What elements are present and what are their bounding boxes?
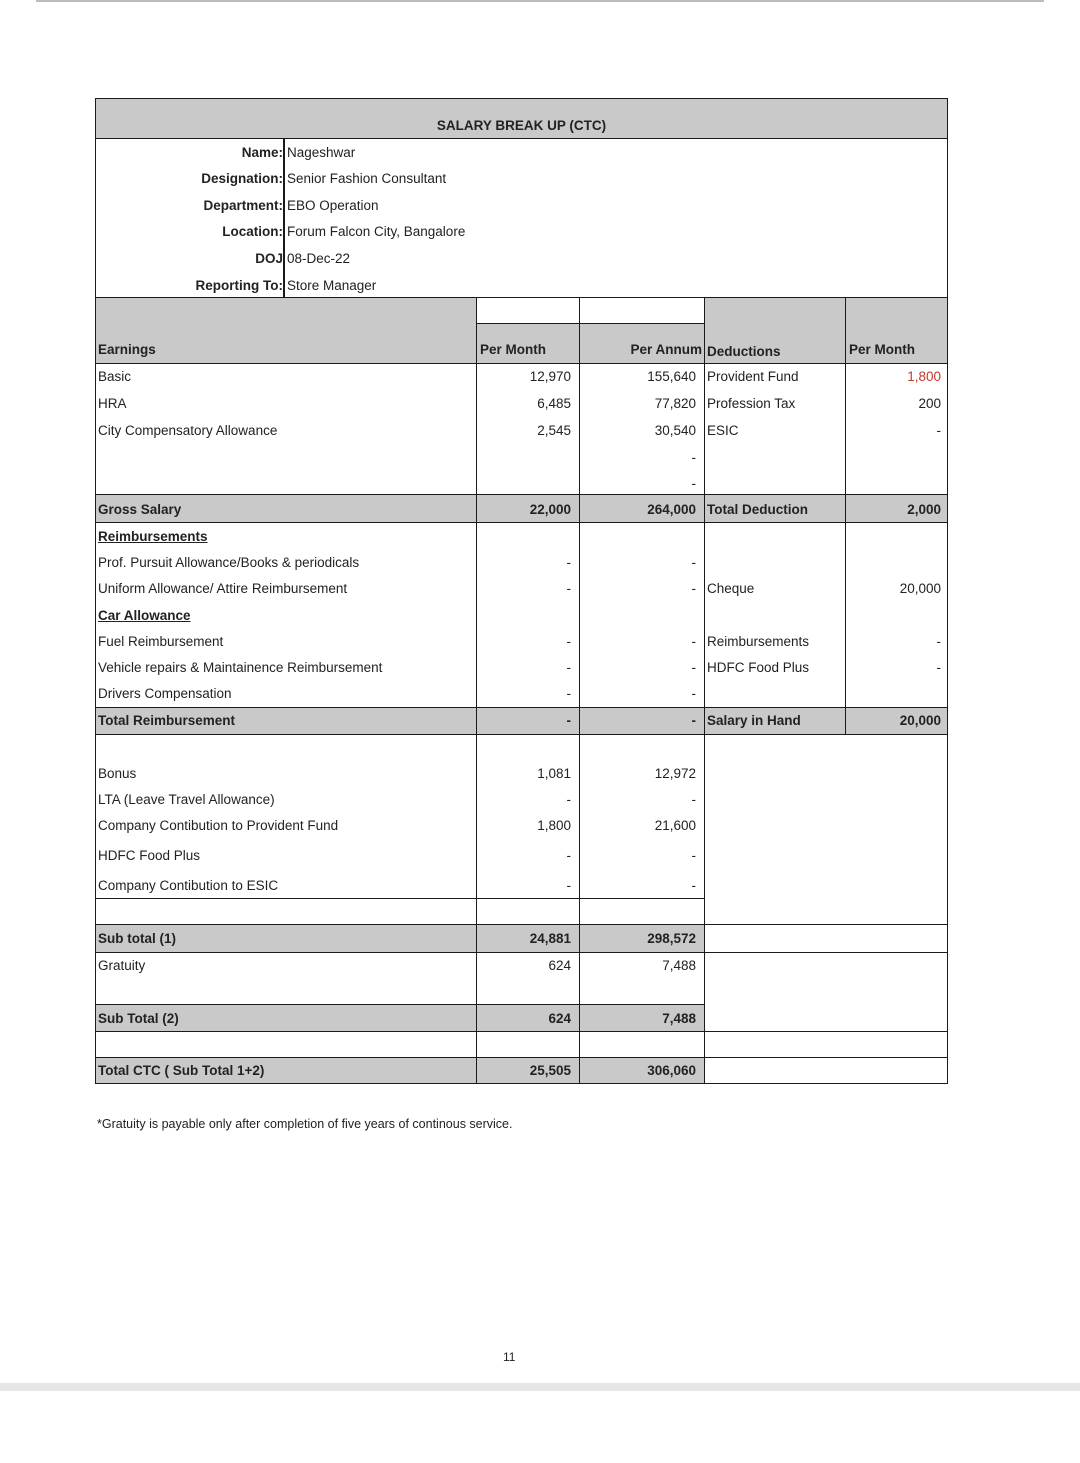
subtotal2-row xyxy=(0,1011,1080,1027)
row-pa: - xyxy=(691,634,696,649)
payment-label: Reimbursements xyxy=(707,634,810,649)
row-label: Basic xyxy=(98,369,132,384)
blank-cell xyxy=(704,1031,948,1058)
info-label: Reporting To: xyxy=(195,278,283,293)
row-pa: - xyxy=(691,686,696,701)
row-label: Uniform Allowance/ Attire Reimbursement xyxy=(98,581,348,596)
total-reimbursement-row xyxy=(0,713,1080,729)
sheet-title: SALARY BREAK UP (CTC) xyxy=(436,118,607,133)
table-row xyxy=(0,766,1080,782)
row-pm: 624 xyxy=(548,1011,571,1026)
info-row-location xyxy=(0,224,1080,240)
info-label: Location: xyxy=(222,224,283,239)
info-value: Senior Fashion Consultant xyxy=(287,171,447,186)
deduction-label: Provident Fund xyxy=(707,369,799,384)
header-per-annum: Per Annum xyxy=(630,342,702,357)
row-pm: 22,000 xyxy=(529,502,571,517)
row-pm: 24,881 xyxy=(529,931,571,946)
header-per-month: Per Month xyxy=(480,342,546,357)
blank-cell xyxy=(476,297,580,324)
row-label: Fuel Reimbursement xyxy=(98,634,224,649)
info-row-doj xyxy=(0,251,1080,267)
row-pa: - xyxy=(691,792,696,807)
row-pm: - xyxy=(566,581,571,596)
info-label: Designation: xyxy=(201,171,283,186)
blank-cell xyxy=(95,1031,477,1058)
employee-info-block xyxy=(95,138,948,298)
row-pa: 155,640 xyxy=(647,369,696,384)
row-pm: - xyxy=(566,878,571,893)
row-pm: 6,485 xyxy=(537,396,571,411)
payment-value: 20,000 xyxy=(899,581,941,596)
row-pa: - xyxy=(691,660,696,675)
row-pa: 306,060 xyxy=(647,1063,696,1078)
salary-in-hand-value: 20,000 xyxy=(899,713,941,728)
bottom-bar xyxy=(0,1383,1080,1391)
blank-cell xyxy=(476,1031,580,1058)
row-pa: 12,972 xyxy=(654,766,696,781)
info-divider xyxy=(283,138,285,298)
row-pm: 2,545 xyxy=(537,423,571,438)
row-label: Drivers Compensation xyxy=(98,686,232,701)
row-pm: 12,970 xyxy=(529,369,571,384)
row-pa: - xyxy=(691,581,696,596)
table-row xyxy=(0,581,1080,597)
table-row xyxy=(0,555,1080,571)
row-pm: 25,505 xyxy=(529,1063,571,1078)
row-pm: - xyxy=(566,713,571,728)
info-row-department xyxy=(0,198,1080,214)
row-pm: - xyxy=(566,555,571,570)
info-value: Forum Falcon City, Bangalore xyxy=(287,224,466,239)
deduction-value: 1,800 xyxy=(907,369,941,384)
row-label: HRA xyxy=(98,396,127,411)
row-pa: - xyxy=(691,450,696,465)
other-body xyxy=(95,734,477,899)
table-row xyxy=(0,660,1080,676)
subtotal1-row xyxy=(0,931,1080,947)
row-label: LTA (Leave Travel Allowance) xyxy=(98,792,275,807)
deduction-label: ESIC xyxy=(707,423,739,438)
top-divider xyxy=(36,0,1044,2)
row-pa: - xyxy=(691,476,696,491)
row-label: Sub total (1) xyxy=(98,931,176,946)
blank-cell xyxy=(579,297,705,324)
header-deductions: Deductions xyxy=(707,344,781,359)
gratuity-note: *Gratuity is payable only after completion of five years of continous service. xyxy=(97,1117,513,1131)
table-row xyxy=(0,476,1080,492)
table-row xyxy=(0,423,1080,439)
gross-row xyxy=(0,502,1080,518)
blank-cell xyxy=(579,1031,705,1058)
row-label: Sub Total (2) xyxy=(98,1011,179,1026)
row-pa: 30,540 xyxy=(654,423,696,438)
row-pm: - xyxy=(566,792,571,807)
header-ded-per-month: Per Month xyxy=(849,342,915,357)
deduction-label: Profession Tax xyxy=(707,396,796,411)
row-label: Total Reimbursement xyxy=(98,713,236,728)
row-label: Prof. Pursuit Allowance/Books & periodicals xyxy=(98,555,360,570)
info-value: Store Manager xyxy=(287,278,377,293)
table-row xyxy=(0,396,1080,412)
blank-cell xyxy=(579,898,705,925)
payment-label: Cheque xyxy=(707,581,755,596)
deduction-value: 2,000 xyxy=(907,502,941,517)
row-label: Gratuity xyxy=(98,958,146,973)
other-pa-body xyxy=(579,734,705,899)
payment-value: - xyxy=(936,634,941,649)
row-label: Company Contibution to ESIC xyxy=(98,878,279,893)
total-ctc-row xyxy=(0,1063,1080,1079)
row-pa: - xyxy=(691,555,696,570)
table-row xyxy=(0,848,1080,864)
table-row xyxy=(0,634,1080,650)
row-pa: 264,000 xyxy=(647,502,696,517)
info-value: EBO Operation xyxy=(287,198,379,213)
row-pm: - xyxy=(566,686,571,701)
info-value: 08-Dec-22 xyxy=(287,251,351,266)
table-row xyxy=(0,878,1080,894)
row-pm: 1,081 xyxy=(537,766,571,781)
table-row xyxy=(0,686,1080,702)
row-pm: 624 xyxy=(548,958,571,973)
row-pa: 21,600 xyxy=(654,818,696,833)
row-label: Vehicle repairs & Maintainence Reimbursement xyxy=(98,660,383,675)
row-label: Bonus xyxy=(98,766,137,781)
row-label: City Compensatory Allowance xyxy=(98,423,278,438)
row-pm: - xyxy=(566,848,571,863)
reimbursements-heading-row xyxy=(0,529,1080,545)
table-row xyxy=(0,818,1080,834)
table-row xyxy=(0,792,1080,808)
car-allowance-heading-row xyxy=(0,608,1080,624)
other-pm-body xyxy=(476,734,580,899)
blank-cell xyxy=(95,898,477,925)
gratuity-row xyxy=(0,958,1080,974)
table-row xyxy=(0,450,1080,466)
row-pa: - xyxy=(691,878,696,893)
page-number: 11 xyxy=(503,1350,516,1364)
info-label: DOJ xyxy=(255,251,283,266)
row-pa: - xyxy=(691,713,696,728)
header-earnings: Earnings xyxy=(98,342,156,357)
info-row-reporting xyxy=(0,278,1080,294)
deduction-value: 200 xyxy=(918,396,941,411)
info-row-designation xyxy=(0,171,1080,187)
row-label: Total CTC ( Sub Total 1+2) xyxy=(98,1063,265,1078)
section-heading: Car Allowance xyxy=(98,608,191,623)
row-pm: - xyxy=(566,660,571,675)
info-label: Department: xyxy=(203,198,283,213)
row-label: Gross Salary xyxy=(98,502,182,517)
table-header-row xyxy=(0,342,1080,358)
row-pm: - xyxy=(566,634,571,649)
deduction-label: Total Deduction xyxy=(707,502,808,517)
row-pa: 298,572 xyxy=(647,931,696,946)
deduction-value: - xyxy=(936,423,941,438)
info-label: Name: xyxy=(241,145,283,160)
row-label: Company Contibution to Provident Fund xyxy=(98,818,339,833)
info-row-name xyxy=(0,145,1080,161)
row-pa: 7,488 xyxy=(662,1011,696,1026)
payment-label: HDFC Food Plus xyxy=(707,660,810,675)
payment-value: - xyxy=(936,660,941,675)
info-value: Nageshwar xyxy=(287,145,356,160)
section-heading: Reimbursements xyxy=(98,529,208,544)
row-pa: 7,488 xyxy=(662,958,696,973)
table-row xyxy=(0,369,1080,385)
row-label: HDFC Food Plus xyxy=(98,848,201,863)
blank-cell xyxy=(476,898,580,925)
row-pa: 77,820 xyxy=(654,396,696,411)
row-pa: - xyxy=(691,848,696,863)
row-pm: 1,800 xyxy=(537,818,571,833)
salary-in-hand-label: Salary in Hand xyxy=(707,713,801,728)
